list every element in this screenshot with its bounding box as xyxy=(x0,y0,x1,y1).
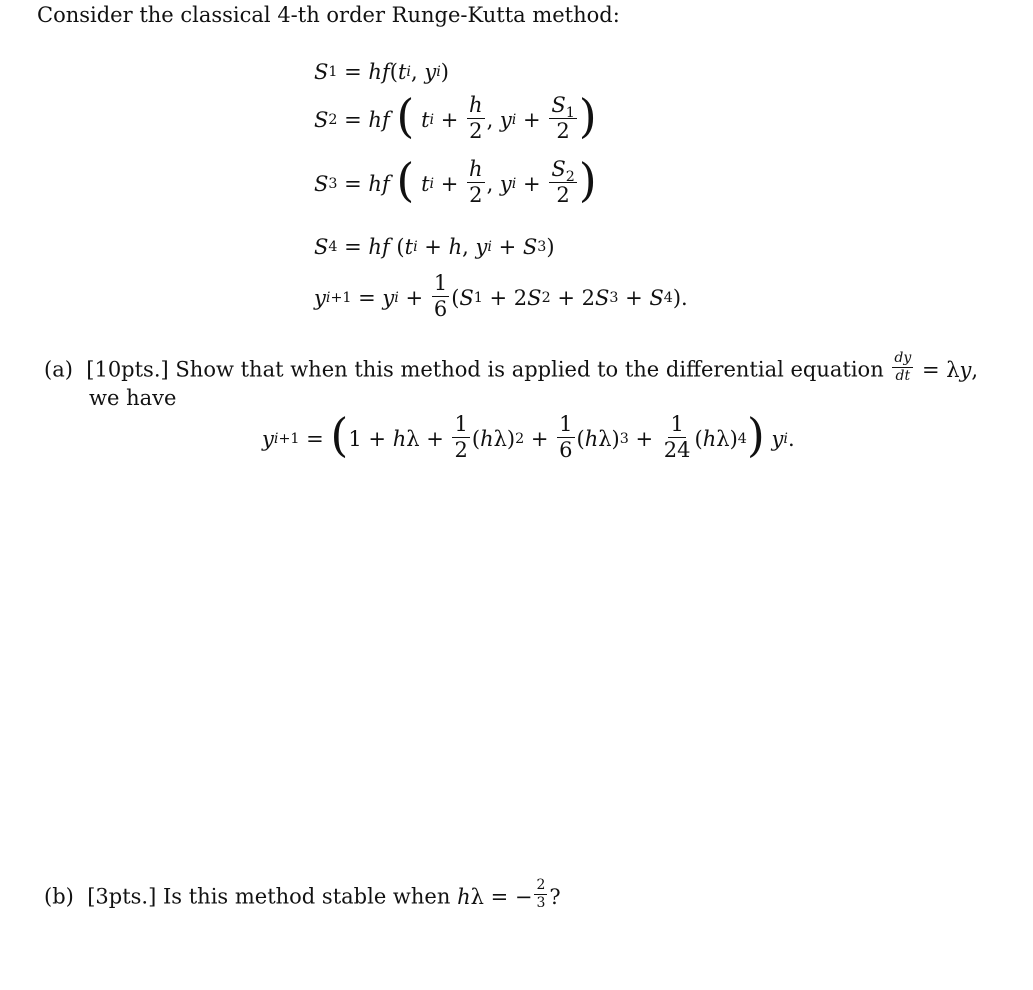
equation-s3: S 3 = hf ( t i + $\frac{h}{2}$ , y i + $\frac{S_2}{2}$ ) xyxy=(314,153,597,207)
part-a-text: Show that when this method is applied to the differential equation xyxy=(175,357,884,382)
part-a-line1 xyxy=(44,350,979,387)
part-b-points: [3pts.] xyxy=(87,884,157,909)
part-b-label: (b) xyxy=(44,884,74,909)
part-a-line2: we have xyxy=(89,386,177,410)
equation-s1: S 1 = hf ( t i , y i ) xyxy=(314,60,449,84)
equation-update: y i+1 = y i + $\frac{1}{6}$ ( S 1 + 2 S 2 + 2 S 3 + S 4 ). xyxy=(314,271,688,321)
part-a-points: [10pts.] xyxy=(86,357,169,382)
part-a-ode: $\frac{dy}{dt}$ = λy, xyxy=(894,350,979,384)
part-a-label: (a) xyxy=(44,357,73,382)
part-b-line xyxy=(44,877,561,914)
equation-s4: S 4 = hf ( t i + h , y i + S 3 ) xyxy=(314,235,555,259)
part-b-text: Is this method stable when xyxy=(162,884,451,909)
part-b-condition: hλ = − $\frac{2}{3}$ ? xyxy=(457,877,561,911)
equation-s2: S 2 = hf ( t i + $\frac{h}{2}$ , y i + $\frac{S_1}{2}$ ) xyxy=(314,89,597,143)
intro-text: Consider the classical 4-th order Runge-Kutta method: xyxy=(37,3,620,27)
part-a-result-equation: y i+1 = ( 1 + h λ + $\frac{1}{2}$ ( h λ) 2 + $\frac{1}{6}$ ( h λ) 3 + $\frac{1}{24}$ ( h λ) 4 ) y i . xyxy=(262,408,795,462)
